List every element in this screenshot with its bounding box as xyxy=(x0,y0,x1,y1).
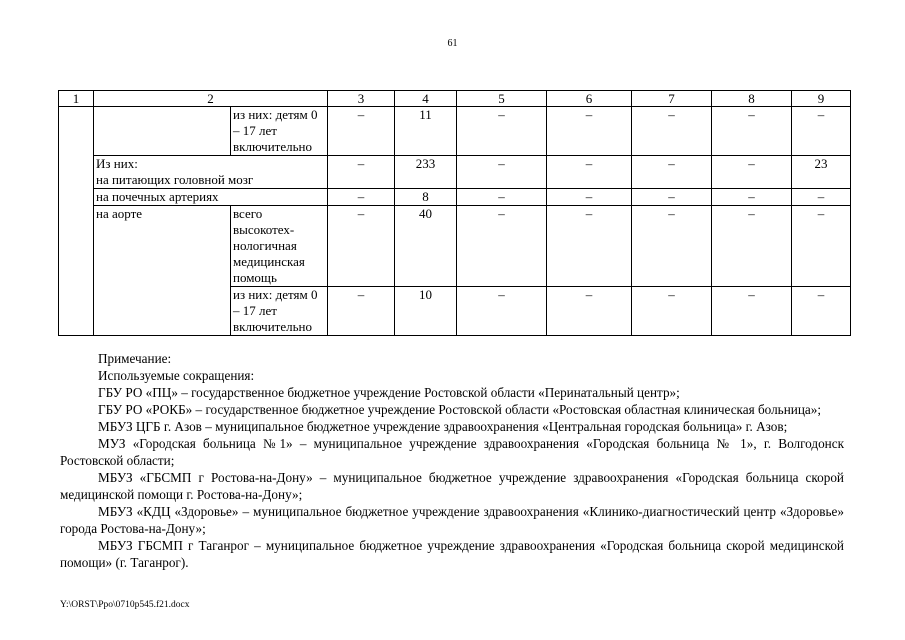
value-cell: – xyxy=(328,189,395,206)
value-cell: – xyxy=(328,206,395,287)
value-cell: – xyxy=(632,107,712,156)
sub-label-cell: из них: детям 0 – 17 лет включительно xyxy=(231,287,328,336)
value-cell: – xyxy=(712,206,792,287)
label-cell xyxy=(94,107,231,156)
header-cell: 9 xyxy=(792,91,851,107)
value-cell: – xyxy=(632,189,712,206)
value-cell: 40 xyxy=(395,206,457,287)
data-table xyxy=(58,90,851,336)
value-cell: 11 xyxy=(395,107,457,156)
notes-section xyxy=(60,350,844,571)
notes-intro: Используемые сокращения: xyxy=(98,368,255,383)
value-cell: – xyxy=(792,107,851,156)
value-cell: 233 xyxy=(395,156,457,189)
sub-label-cell: из них: детям 0 – 17 лет включительно xyxy=(231,107,328,156)
value-cell: – xyxy=(632,287,712,336)
value-cell: – xyxy=(792,189,851,206)
label-cell: на аорте xyxy=(94,206,231,336)
note-item: ГБУ РО «ПЦ» – государственное бюджетное учреждение Ростовской области «Перинатальный центр»; xyxy=(98,385,680,400)
notes-title: Примечание: xyxy=(98,351,172,366)
value-cell: 10 xyxy=(395,287,457,336)
value-cell: – xyxy=(457,206,547,287)
value-cell: – xyxy=(792,206,851,287)
page-number: 61 xyxy=(447,38,458,49)
value-cell: – xyxy=(328,107,395,156)
note-item: МБУЗ ГБСМП г Таганрог – муниципальное бюджетное учреждение здравоохранения «Городская больница скорой медицинской помощи» (г. Таганрог). xyxy=(60,538,844,570)
table-row xyxy=(59,107,851,156)
value-cell: – xyxy=(328,287,395,336)
table-row xyxy=(59,189,851,206)
note-item: МУЗ «Городская больница №1» – муниципальное учреждение здравоохранения «Городская больница № 1», г. Волгодонск Ростовской области; xyxy=(60,436,844,468)
value-cell: – xyxy=(632,156,712,189)
table-row xyxy=(59,206,851,287)
value-cell: – xyxy=(632,206,712,287)
value-cell: 8 xyxy=(395,189,457,206)
note-item: МБУЗ «ГБСМП г Ростова-на-Дону» – муниципальное бюджетное учреждение здравоохранения «Городская больница скорой медицинской помощи г. Ростова-на-Дону»; xyxy=(60,470,844,502)
header-cell: 8 xyxy=(712,91,792,107)
value-cell: – xyxy=(547,206,632,287)
value-cell: – xyxy=(792,287,851,336)
header-cell: 4 xyxy=(395,91,457,107)
file-path: Y:\ORST\Ppo\0710p545.f21.docx xyxy=(60,600,190,610)
header-cell: 6 xyxy=(547,91,632,107)
table-header-row xyxy=(59,91,851,107)
value-cell: – xyxy=(457,156,547,189)
label-cell: на почечных артериях xyxy=(94,189,328,206)
value-cell: – xyxy=(457,107,547,156)
col1-cell xyxy=(59,107,94,336)
value-cell: 23 xyxy=(792,156,851,189)
value-cell: – xyxy=(547,287,632,336)
value-cell: – xyxy=(328,156,395,189)
value-cell: – xyxy=(712,156,792,189)
header-cell: 1 xyxy=(59,91,94,107)
note-item: МБУЗ «КДЦ «Здоровье» – муниципальное бюджетное учреждение здравоохранения «Клинико-диагностический центр «Здоровье» города Ростова-на-Дону»; xyxy=(60,504,844,536)
note-item: МБУЗ ЦГБ г. Азов – муниципальное бюджетное учреждение здравоохранения «Центральная городская больница» г. Азов; xyxy=(98,419,788,434)
value-cell: – xyxy=(712,107,792,156)
value-cell: – xyxy=(547,156,632,189)
value-cell: – xyxy=(547,189,632,206)
value-cell: – xyxy=(712,287,792,336)
table-row xyxy=(59,156,851,189)
sub-label-cell: всего высокотех-нологичная медицинская помощь xyxy=(231,206,328,287)
header-cell: 5 xyxy=(457,91,547,107)
header-cell: 2 xyxy=(94,91,328,107)
value-cell: – xyxy=(457,189,547,206)
header-cell: 7 xyxy=(632,91,712,107)
label-cell: Из них: на питающих головной мозг xyxy=(94,156,328,189)
value-cell: – xyxy=(712,189,792,206)
value-cell: – xyxy=(547,107,632,156)
note-item: ГБУ РО «РОКБ» – государственное бюджетное учреждение Ростовской области «Ростовская областная клиническая больница»; xyxy=(98,402,821,417)
value-cell: – xyxy=(457,287,547,336)
header-cell: 3 xyxy=(328,91,395,107)
